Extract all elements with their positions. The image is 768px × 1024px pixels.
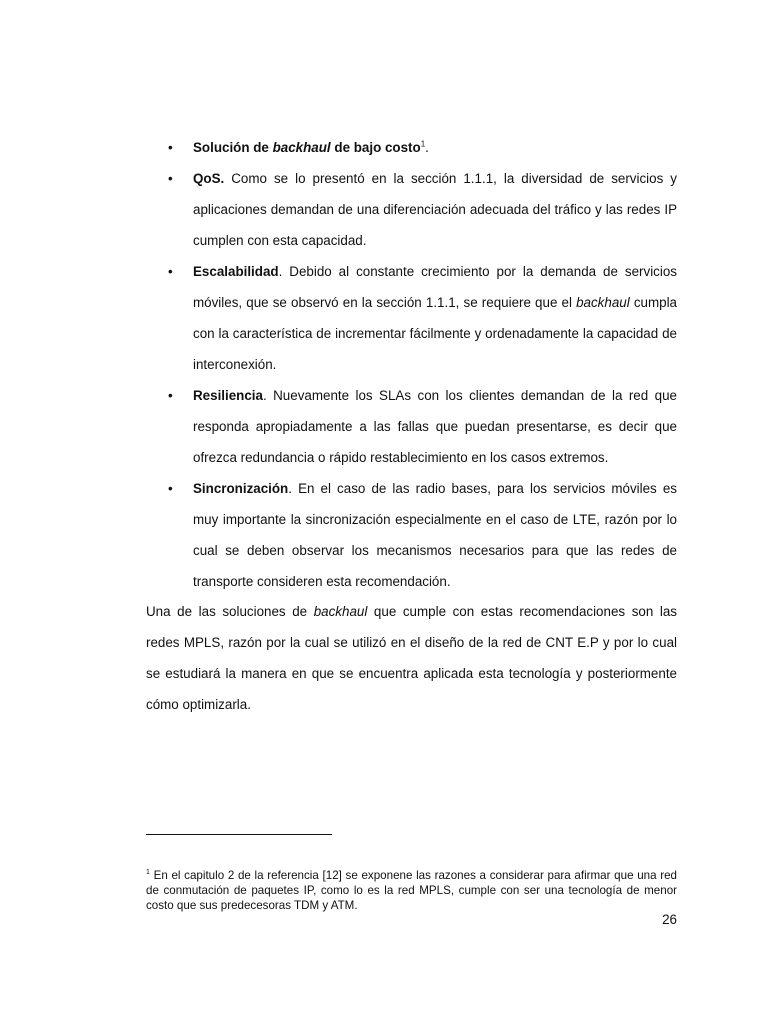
item-term: QoS. <box>193 171 225 186</box>
item-term: Sincronización <box>193 481 289 496</box>
footnote-reference: 1 <box>420 139 426 149</box>
item-text-continued: cumpla con la característica de incrementar fácilmente y ordenadamente la capacidad de interconexión. <box>193 295 678 372</box>
list-item-scalability <box>146 256 677 380</box>
item-text-italic: backhaul <box>576 295 630 310</box>
footnote-divider <box>146 834 332 835</box>
list-item-resilience <box>146 380 677 473</box>
item-term: Escalabilidad <box>193 264 279 279</box>
paragraph-italic: backhaul <box>313 604 368 619</box>
requirements-list <box>146 132 677 597</box>
footnote <box>146 868 677 913</box>
footnote-text: En el capitulo 2 de la referencia [12] se exponene las razones a considerar para afirmar que una red de conmutación de paquetes IP, como lo es la red MPLS, cumple con ser una tecnología de menor costo que sus predecesoras TDM y ATM. <box>146 869 677 912</box>
list-item-synchronization <box>146 473 677 597</box>
item-text: . En el caso de las radio bases, para los servicios móviles es muy importante la sincronización especialmente en el caso de LTE, razón por lo cual se deben observar los mecanismos necesarios para que las redes de transporte consideren esta recomendación. <box>193 481 677 589</box>
bullet-icon: • <box>168 481 173 496</box>
item-text: . Debido al constante crecimiento por la demanda de servicios móviles, que se observó en la sección 1.1.1, se requiere que el <box>193 264 677 310</box>
list-item-backhaul-cost <box>146 132 677 163</box>
item-term: Solución de backhaul de bajo costo <box>193 140 421 155</box>
item-text: . Nuevamente los SLAs con los clientes demandan de la red que responda apropiadamente a las fallas que puedan presentarse, es decir que ofrezca redundancia o rápido restablecimiento en los casos extremos. <box>193 388 677 465</box>
item-term: Resiliencia <box>193 388 263 403</box>
list-item-qos <box>146 163 677 256</box>
item-text: Como se lo presentó en la sección 1.1.1, la diversidad de servicios y aplicaciones demandan de una diferenciación adecuada del tráfico y las redes IP cumplen con esta capacidad. <box>193 171 677 248</box>
body-paragraph: Una de las soluciones de backhaul que cumple con estas recomendaciones son las redes MPLS, razón por la cual se utilizó en el diseño de la red de CNT E.P y por lo cual se estudiará la manera en que se encuentra aplicada esta tecnología y posteriormente cómo optimizarla. <box>146 604 677 712</box>
page-number: 26 <box>662 912 677 927</box>
bullet-icon: • <box>168 140 173 155</box>
bullet-icon: • <box>168 264 173 279</box>
footnote-marker: 1 <box>146 869 150 877</box>
bullet-icon: • <box>168 388 173 403</box>
item-text: . <box>425 140 429 155</box>
bullet-icon: • <box>168 171 173 186</box>
